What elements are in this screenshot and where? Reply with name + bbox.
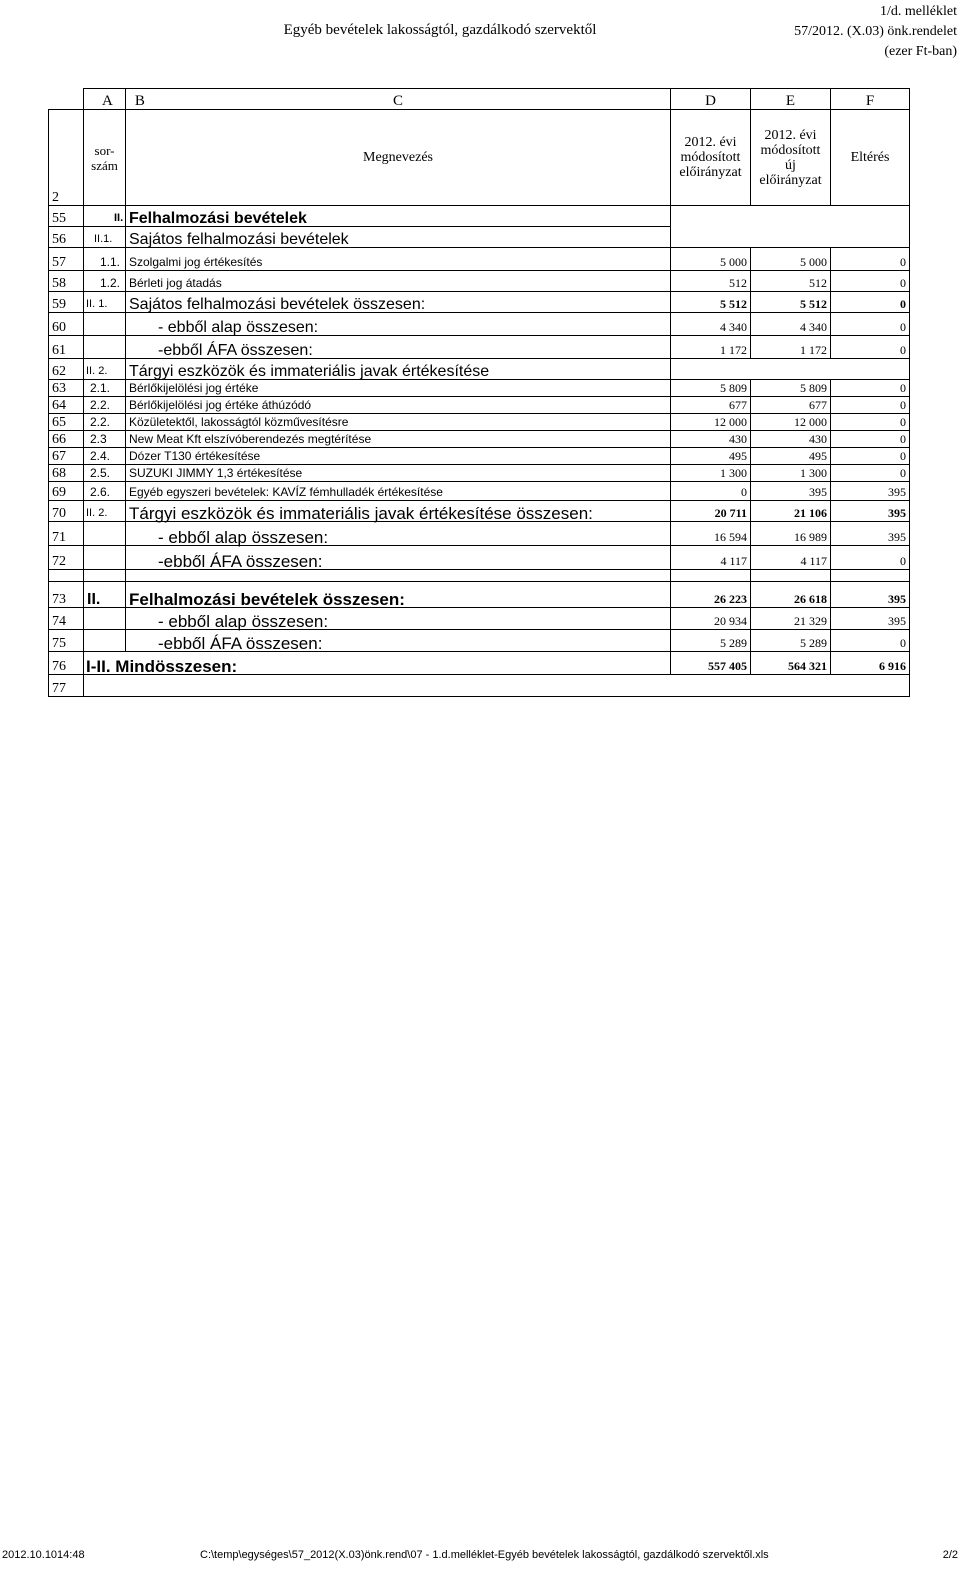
row-code <box>84 608 126 630</box>
row-elteres-value: 395 <box>831 482 910 501</box>
budget-table <box>48 88 910 697</box>
row-number: 76 <box>49 652 84 675</box>
row-uj-value: 26 618 <box>751 582 831 608</box>
row-modositott-value: 5 000 <box>671 248 751 271</box>
row-modositott-value: 16 594 <box>671 522 751 546</box>
row-label: -ebből ÁFA összesen: <box>126 630 671 652</box>
row-label: Felhalmozási bevételek <box>126 206 671 227</box>
row-label: New Meat Kft elszívóberendezés megtérítése <box>126 431 671 448</box>
row-uj-value: 5 289 <box>751 630 831 652</box>
row-number: 63 <box>49 380 84 397</box>
row-label: Tárgyi eszközök és immateriális javak értékesítése összesen: <box>126 501 671 522</box>
row-number: 72 <box>49 546 84 570</box>
corner-cell <box>49 89 84 110</box>
row-uj-value: 395 <box>751 482 831 501</box>
row-label: Sajátos felhalmozási bevételek összesen: <box>126 292 671 313</box>
table-row <box>49 675 910 697</box>
header-row-number: 2 <box>49 110 84 206</box>
row-values-empty <box>671 206 910 227</box>
row-code: II. <box>84 582 126 608</box>
footer-file-path: C:\temp\egységes\57_2012(X.03)önk.rend\07 - 1.d.melléklet-Egyéb bevételek lakosságtól, gazdálkodó szervektől.xls <box>200 1549 769 1561</box>
unit-label: (ezer Ft-ban) <box>884 44 957 59</box>
row-code: 2.6. <box>84 482 126 501</box>
decree-label: 57/2012. (X.03) önk.rendelet <box>794 24 957 39</box>
row-modositott-value: 1 300 <box>671 465 751 482</box>
table-row <box>49 313 910 336</box>
row-uj-value: 5 512 <box>751 292 831 313</box>
row-elteres-value: 0 <box>831 271 910 292</box>
row-modositott-value: 512 <box>671 271 751 292</box>
row-label: - ebből alap összesen: <box>126 313 671 336</box>
row-number: 69 <box>49 482 84 501</box>
row-elteres-value: 0 <box>831 431 910 448</box>
row-uj-value: 1 300 <box>751 465 831 482</box>
row-modositott-value: 557 405 <box>671 652 751 675</box>
row-modositott-value: 677 <box>671 397 751 414</box>
row-uj-value: 564 321 <box>751 652 831 675</box>
row-number: 57 <box>49 248 84 271</box>
annex-label: 1/d. melléklet <box>880 4 957 19</box>
row-elteres-value: 0 <box>831 448 910 465</box>
row-code: II. 2. <box>84 501 126 522</box>
row-modositott-value: 20 711 <box>671 501 751 522</box>
col-letter-d: D <box>671 89 751 110</box>
row-modositott-value: 20 934 <box>671 608 751 630</box>
row-label: Bérleti jog átadás <box>126 271 671 292</box>
row-code <box>84 546 126 570</box>
table-row <box>49 227 910 248</box>
row-label: I-II. Mindösszesen: <box>84 652 671 675</box>
annex-info <box>794 2 957 62</box>
row-elteres-value: 0 <box>831 380 910 397</box>
row-modositott-value: 4 117 <box>671 546 751 570</box>
row-label: Bérlőkijelölési jog értéke áthúzódó <box>126 397 671 414</box>
row-number: 73 <box>49 582 84 608</box>
row-code: 2.2. <box>84 397 126 414</box>
row-uj-value: 1 172 <box>751 336 831 359</box>
document-title: Egyéb bevételek lakosságtól, gazdálkodó szervektől <box>283 22 597 38</box>
row-modositott-value: 0 <box>671 482 751 501</box>
footer-datetime: 2012.10.1014:48 <box>2 1549 85 1561</box>
table-row <box>49 652 910 675</box>
row-uj-value: 5 000 <box>751 248 831 271</box>
row-elteres-value: 0 <box>831 465 910 482</box>
row-number: 68 <box>49 465 84 482</box>
row-code: 2.2. <box>84 414 126 431</box>
row-elteres-value: 0 <box>831 292 910 313</box>
row-uj-value: 5 809 <box>751 380 831 397</box>
row-label: Dózer T130 értékesítése <box>126 448 671 465</box>
row-number: 61 <box>49 336 84 359</box>
row-uj-value: 12 000 <box>751 414 831 431</box>
table-row <box>49 482 910 501</box>
row-values-empty <box>671 359 910 380</box>
header-modositott: 2012. évi módosított előirányzat <box>671 110 751 206</box>
row-elteres-value: 395 <box>831 522 910 546</box>
row-code: II. 2. <box>84 359 126 380</box>
row-uj-value: 512 <box>751 271 831 292</box>
row-label: Sajátos felhalmozási bevételek <box>126 227 671 248</box>
spacer-row <box>49 570 910 582</box>
row-label: SUZUKI JIMMY 1,3 értékesítése <box>126 465 671 482</box>
row-code: II. 1. <box>84 292 126 313</box>
row-label: - ebből alap összesen: <box>126 522 671 546</box>
header-megnevezes: Megnevezés <box>126 110 671 206</box>
row-number: 67 <box>49 448 84 465</box>
row-uj-value: 677 <box>751 397 831 414</box>
row-number: 65 <box>49 414 84 431</box>
row-elteres-value: 0 <box>831 546 910 570</box>
table-row <box>49 608 910 630</box>
table-row <box>49 414 910 431</box>
col-letter-e: E <box>751 89 831 110</box>
row-modositott-value: 5 809 <box>671 380 751 397</box>
row-code: 2.5. <box>84 465 126 482</box>
table-row <box>49 206 910 227</box>
row-empty <box>84 675 910 697</box>
table-row <box>49 582 910 608</box>
row-uj-value: 21 329 <box>751 608 831 630</box>
column-letters-row <box>49 89 910 110</box>
row-elteres-value: 0 <box>831 397 910 414</box>
row-label: - ebből alap összesen: <box>126 608 671 630</box>
table-row <box>49 546 910 570</box>
table-row <box>49 448 910 465</box>
row-uj-value: 4 340 <box>751 313 831 336</box>
row-modositott-value: 26 223 <box>671 582 751 608</box>
col-letter-f: F <box>831 89 910 110</box>
footer-page-number: 2/2 <box>942 1549 958 1561</box>
table-row <box>49 359 910 380</box>
row-number: 60 <box>49 313 84 336</box>
table-row <box>49 501 910 522</box>
row-modositott-value: 4 340 <box>671 313 751 336</box>
table-row <box>49 248 910 271</box>
table-row <box>49 522 910 546</box>
row-uj-value: 21 106 <box>751 501 831 522</box>
row-number: 58 <box>49 271 84 292</box>
row-number: 56 <box>49 227 84 248</box>
row-uj-value: 16 989 <box>751 522 831 546</box>
row-modositott-value: 495 <box>671 448 751 465</box>
row-number: 62 <box>49 359 84 380</box>
row-label: -ebből ÁFA összesen: <box>126 336 671 359</box>
row-number: 71 <box>49 522 84 546</box>
row-uj-value: 4 117 <box>751 546 831 570</box>
row-number: 59 <box>49 292 84 313</box>
table-row <box>49 397 910 414</box>
row-code: 1.1. <box>84 248 126 271</box>
row-elteres-value: 395 <box>831 501 910 522</box>
row-elteres-value: 0 <box>831 248 910 271</box>
row-code: II.1. <box>84 227 126 248</box>
row-code <box>84 522 126 546</box>
row-label: Felhalmozási bevételek összesen: <box>126 582 671 608</box>
row-code: 2.3 <box>84 431 126 448</box>
col-letter-c: C <box>126 89 671 110</box>
row-label: Közületektől, lakosságtól közművesítésre <box>126 414 671 431</box>
row-label: Egyéb egyszeri bevételek: KAVÍZ fémhulladék értékesítése <box>126 482 671 501</box>
row-uj-value: 430 <box>751 431 831 448</box>
row-label: Tárgyi eszközök és immateriális javak értékesítése <box>126 359 671 380</box>
row-elteres-value: 0 <box>831 414 910 431</box>
row-code <box>84 336 126 359</box>
row-code: 2.1. <box>84 380 126 397</box>
row-modositott-value: 430 <box>671 431 751 448</box>
row-modositott-value: 5 512 <box>671 292 751 313</box>
row-elteres-value: 395 <box>831 608 910 630</box>
row-uj-value: 495 <box>751 448 831 465</box>
row-elteres-value: 0 <box>831 313 910 336</box>
row-label: -ebből ÁFA összesen: <box>126 546 671 570</box>
row-number: 75 <box>49 630 84 652</box>
row-elteres-value: 0 <box>831 336 910 359</box>
table-row <box>49 465 910 482</box>
table-row <box>49 630 910 652</box>
row-values-empty <box>671 227 910 248</box>
row-code <box>84 313 126 336</box>
row-code <box>84 630 126 652</box>
row-number: 70 <box>49 501 84 522</box>
row-elteres-value: 0 <box>831 630 910 652</box>
row-number: 74 <box>49 608 84 630</box>
row-code: 2.4. <box>84 448 126 465</box>
row-label: Bérlőkijelölési jog értéke <box>126 380 671 397</box>
row-code: II. <box>84 206 126 227</box>
table-row <box>49 336 910 359</box>
row-elteres-value: 395 <box>831 582 910 608</box>
row-modositott-value: 5 289 <box>671 630 751 652</box>
table-row <box>49 292 910 313</box>
table-row <box>49 380 910 397</box>
row-number: 64 <box>49 397 84 414</box>
header-elteres: Eltérés <box>831 110 910 206</box>
col-letter-a: A B <box>84 89 126 110</box>
row-elteres-value: 6 916 <box>831 652 910 675</box>
column-header-row <box>49 110 910 206</box>
row-modositott-value: 12 000 <box>671 414 751 431</box>
table-row <box>49 271 910 292</box>
header-uj-eloiranyzat: 2012. évi módosított új előirányzat <box>751 110 831 206</box>
row-number: 77 <box>49 675 84 697</box>
row-number: 66 <box>49 431 84 448</box>
row-number: 55 <box>49 206 84 227</box>
table-row <box>49 431 910 448</box>
row-modositott-value: 1 172 <box>671 336 751 359</box>
row-label: Szolgalmi jog értékesítés <box>126 248 671 271</box>
row-code: 1.2. <box>84 271 126 292</box>
header-sorszam: sor- szám <box>84 110 126 206</box>
